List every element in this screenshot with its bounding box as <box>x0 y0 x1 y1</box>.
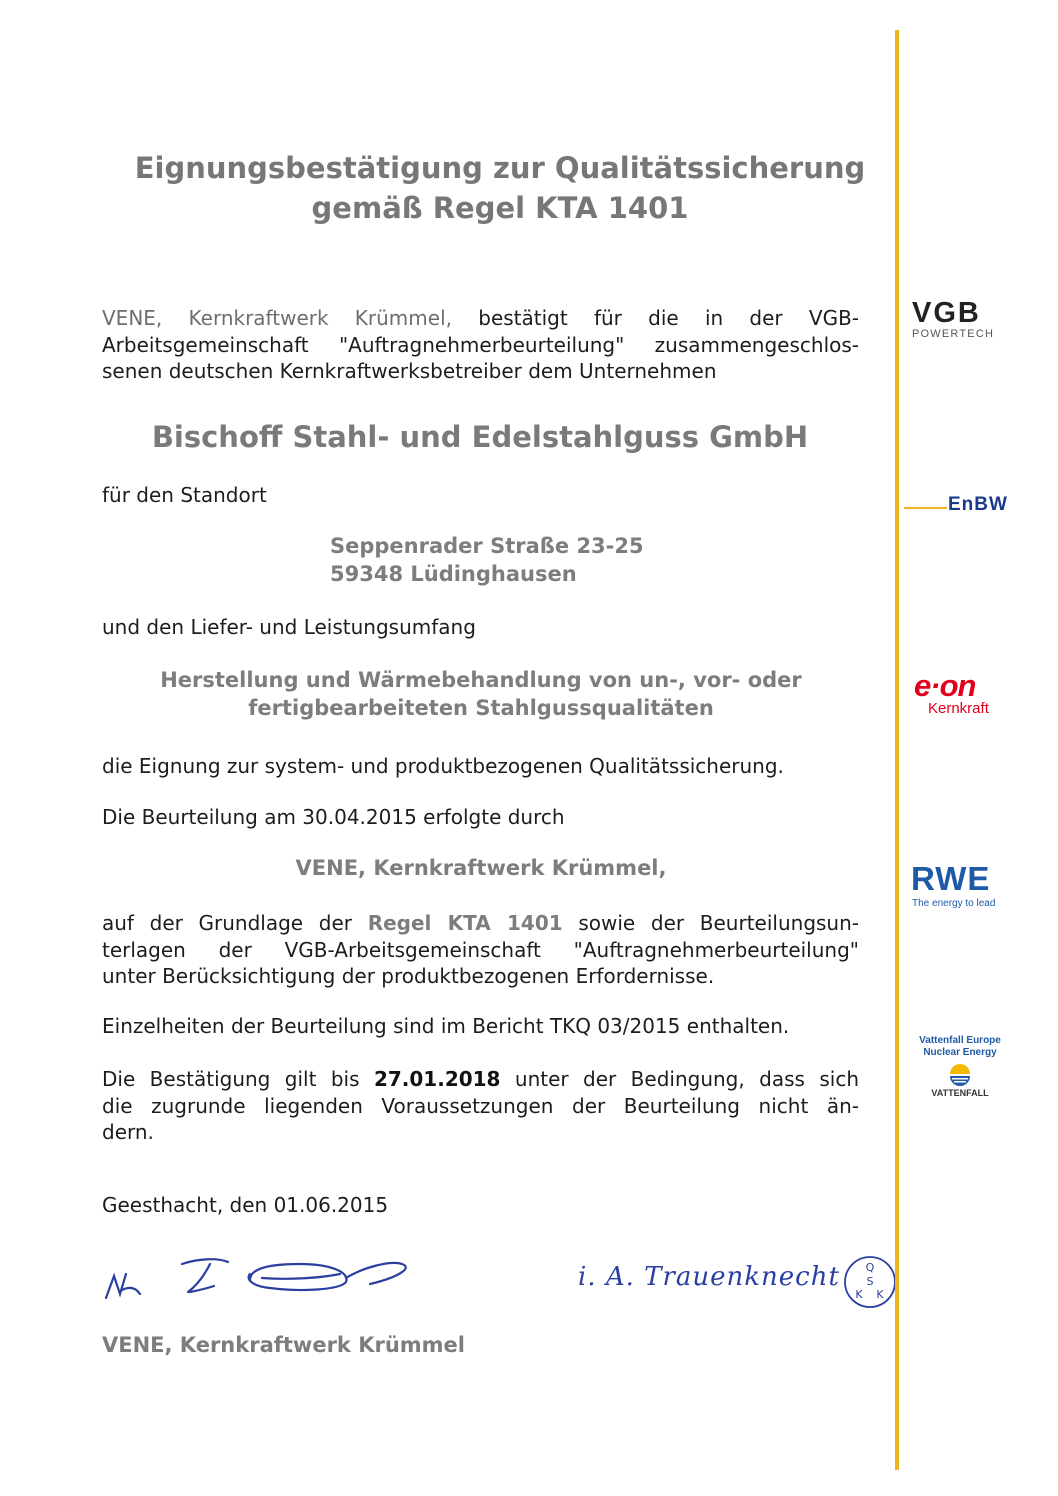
rwe-logo: RWE <box>911 860 991 897</box>
site-label: für den Standort <box>102 483 267 507</box>
intro-line-3: senen deutschen Kernkraftwerksbetreiber dem Unternehmen <box>102 359 717 383</box>
scope-label: und den Liefer- und Leistungsumfang <box>102 615 476 639</box>
enbw-logo-line <box>904 507 947 509</box>
svg-text:K: K <box>855 1288 863 1301</box>
validity-line-3: dern. <box>102 1120 154 1144</box>
intro-line-1 <box>102 305 859 332</box>
validity-date: 27.01.2018 <box>373 1067 501 1091</box>
document-title-line-1: Eignungsbestätigung zur Qualitätssicherung <box>134 151 866 185</box>
assessment-statement: Die Beurteilung am 30.04.2015 erfolgte durch <box>102 805 565 829</box>
scope-line-1: Herstellung und Wärmebehandlung von un-, vor- oder <box>160 668 802 692</box>
issuer-name: VENE, Kernkraftwerk Krümmel, <box>102 306 452 330</box>
eon-logo: e·on <box>914 668 976 703</box>
intro-line-1-rest: bestätigt für die in der VGB- <box>478 306 860 330</box>
footer-organisation: VENE, Kernkraftwerk Krümmel <box>102 1333 465 1357</box>
intro-line-2: Arbeitsgemeinschaft "Auftragnehmerbeurteilung" zusammengeschlos- <box>102 332 859 357</box>
scope-block <box>0 666 962 722</box>
details-statement: Einzelheiten der Beurteilung sind im Bericht TKQ 03/2015 enthalten. <box>102 1014 790 1038</box>
basis-line-1-end: sowie der Beurteilungsun- <box>578 911 859 935</box>
intro-paragraph <box>102 305 859 385</box>
document-title-line-2: gemäß Regel KTA 1401 <box>311 191 689 225</box>
basis-line-2: terlagen der VGB-Arbeitsgemeinschaft "Auftragnehmerbeurteilung" <box>102 937 859 962</box>
vattenfall-line-1: Vattenfall Europe <box>919 1035 1001 1046</box>
vattenfall-emblem-icon <box>948 1064 972 1086</box>
address-block <box>330 532 644 588</box>
basis-line-1 <box>102 910 859 937</box>
company-name: Bischoff Stahl- und Edelstahlguss GmbH <box>151 420 809 454</box>
validity-paragraph <box>102 1066 859 1146</box>
signature-right: i. A. Trauenknecht <box>578 1262 840 1292</box>
address-city: 59348 Lüdinghausen <box>330 562 577 586</box>
regel-reference: Regel KTA 1401 <box>367 911 563 935</box>
enbw-logo: EnBW <box>948 494 1008 515</box>
basis-line-1-start: auf der Grundlage der <box>102 911 353 935</box>
address-street: Seppenrader Straße 23-25 <box>330 534 644 558</box>
validity-line-1 <box>102 1066 859 1093</box>
validity-line-2: die zugrunde liegenden Voraussetzungen der Beurteilung nicht än- <box>102 1093 859 1118</box>
vattenfall-brand: VATTENFALL <box>931 1088 989 1098</box>
vgb-logo-subtitle: POWERTECH <box>912 328 995 340</box>
vgb-logo: VGB <box>912 297 981 329</box>
qskk-stamp <box>842 1254 898 1310</box>
scope-line-2: fertigbearbeiteten Stahlgussqualitäten <box>248 696 714 720</box>
svg-text:Q: Q <box>865 1261 875 1274</box>
validity-line-1-end: unter der Bedingung, dass sich <box>514 1067 860 1091</box>
accent-divider-line <box>895 30 899 1470</box>
basis-line-3: unter Berücksichtigung der produktbezogenen Erfordernisse. <box>102 964 715 988</box>
eon-logo-subtitle: Kernkraft <box>928 700 989 717</box>
svg-text:S: S <box>866 1275 874 1288</box>
rwe-logo-tagline: The energy to lead <box>912 898 996 909</box>
signature-left <box>100 1250 420 1310</box>
svg-text:K: K <box>876 1288 884 1301</box>
validity-line-1-start: Die Bestätigung gilt bis <box>102 1067 360 1091</box>
place-date: Geesthacht, den 01.06.2015 <box>102 1193 389 1217</box>
basis-paragraph <box>102 910 859 990</box>
assessor-name: VENE, Kernkraftwerk Krümmel, <box>295 856 667 880</box>
suitability-statement: die Eignung zur system- und produktbezogenen Qualitätssicherung. <box>102 754 784 778</box>
vattenfall-line-2: Nuclear Energy <box>923 1047 997 1058</box>
